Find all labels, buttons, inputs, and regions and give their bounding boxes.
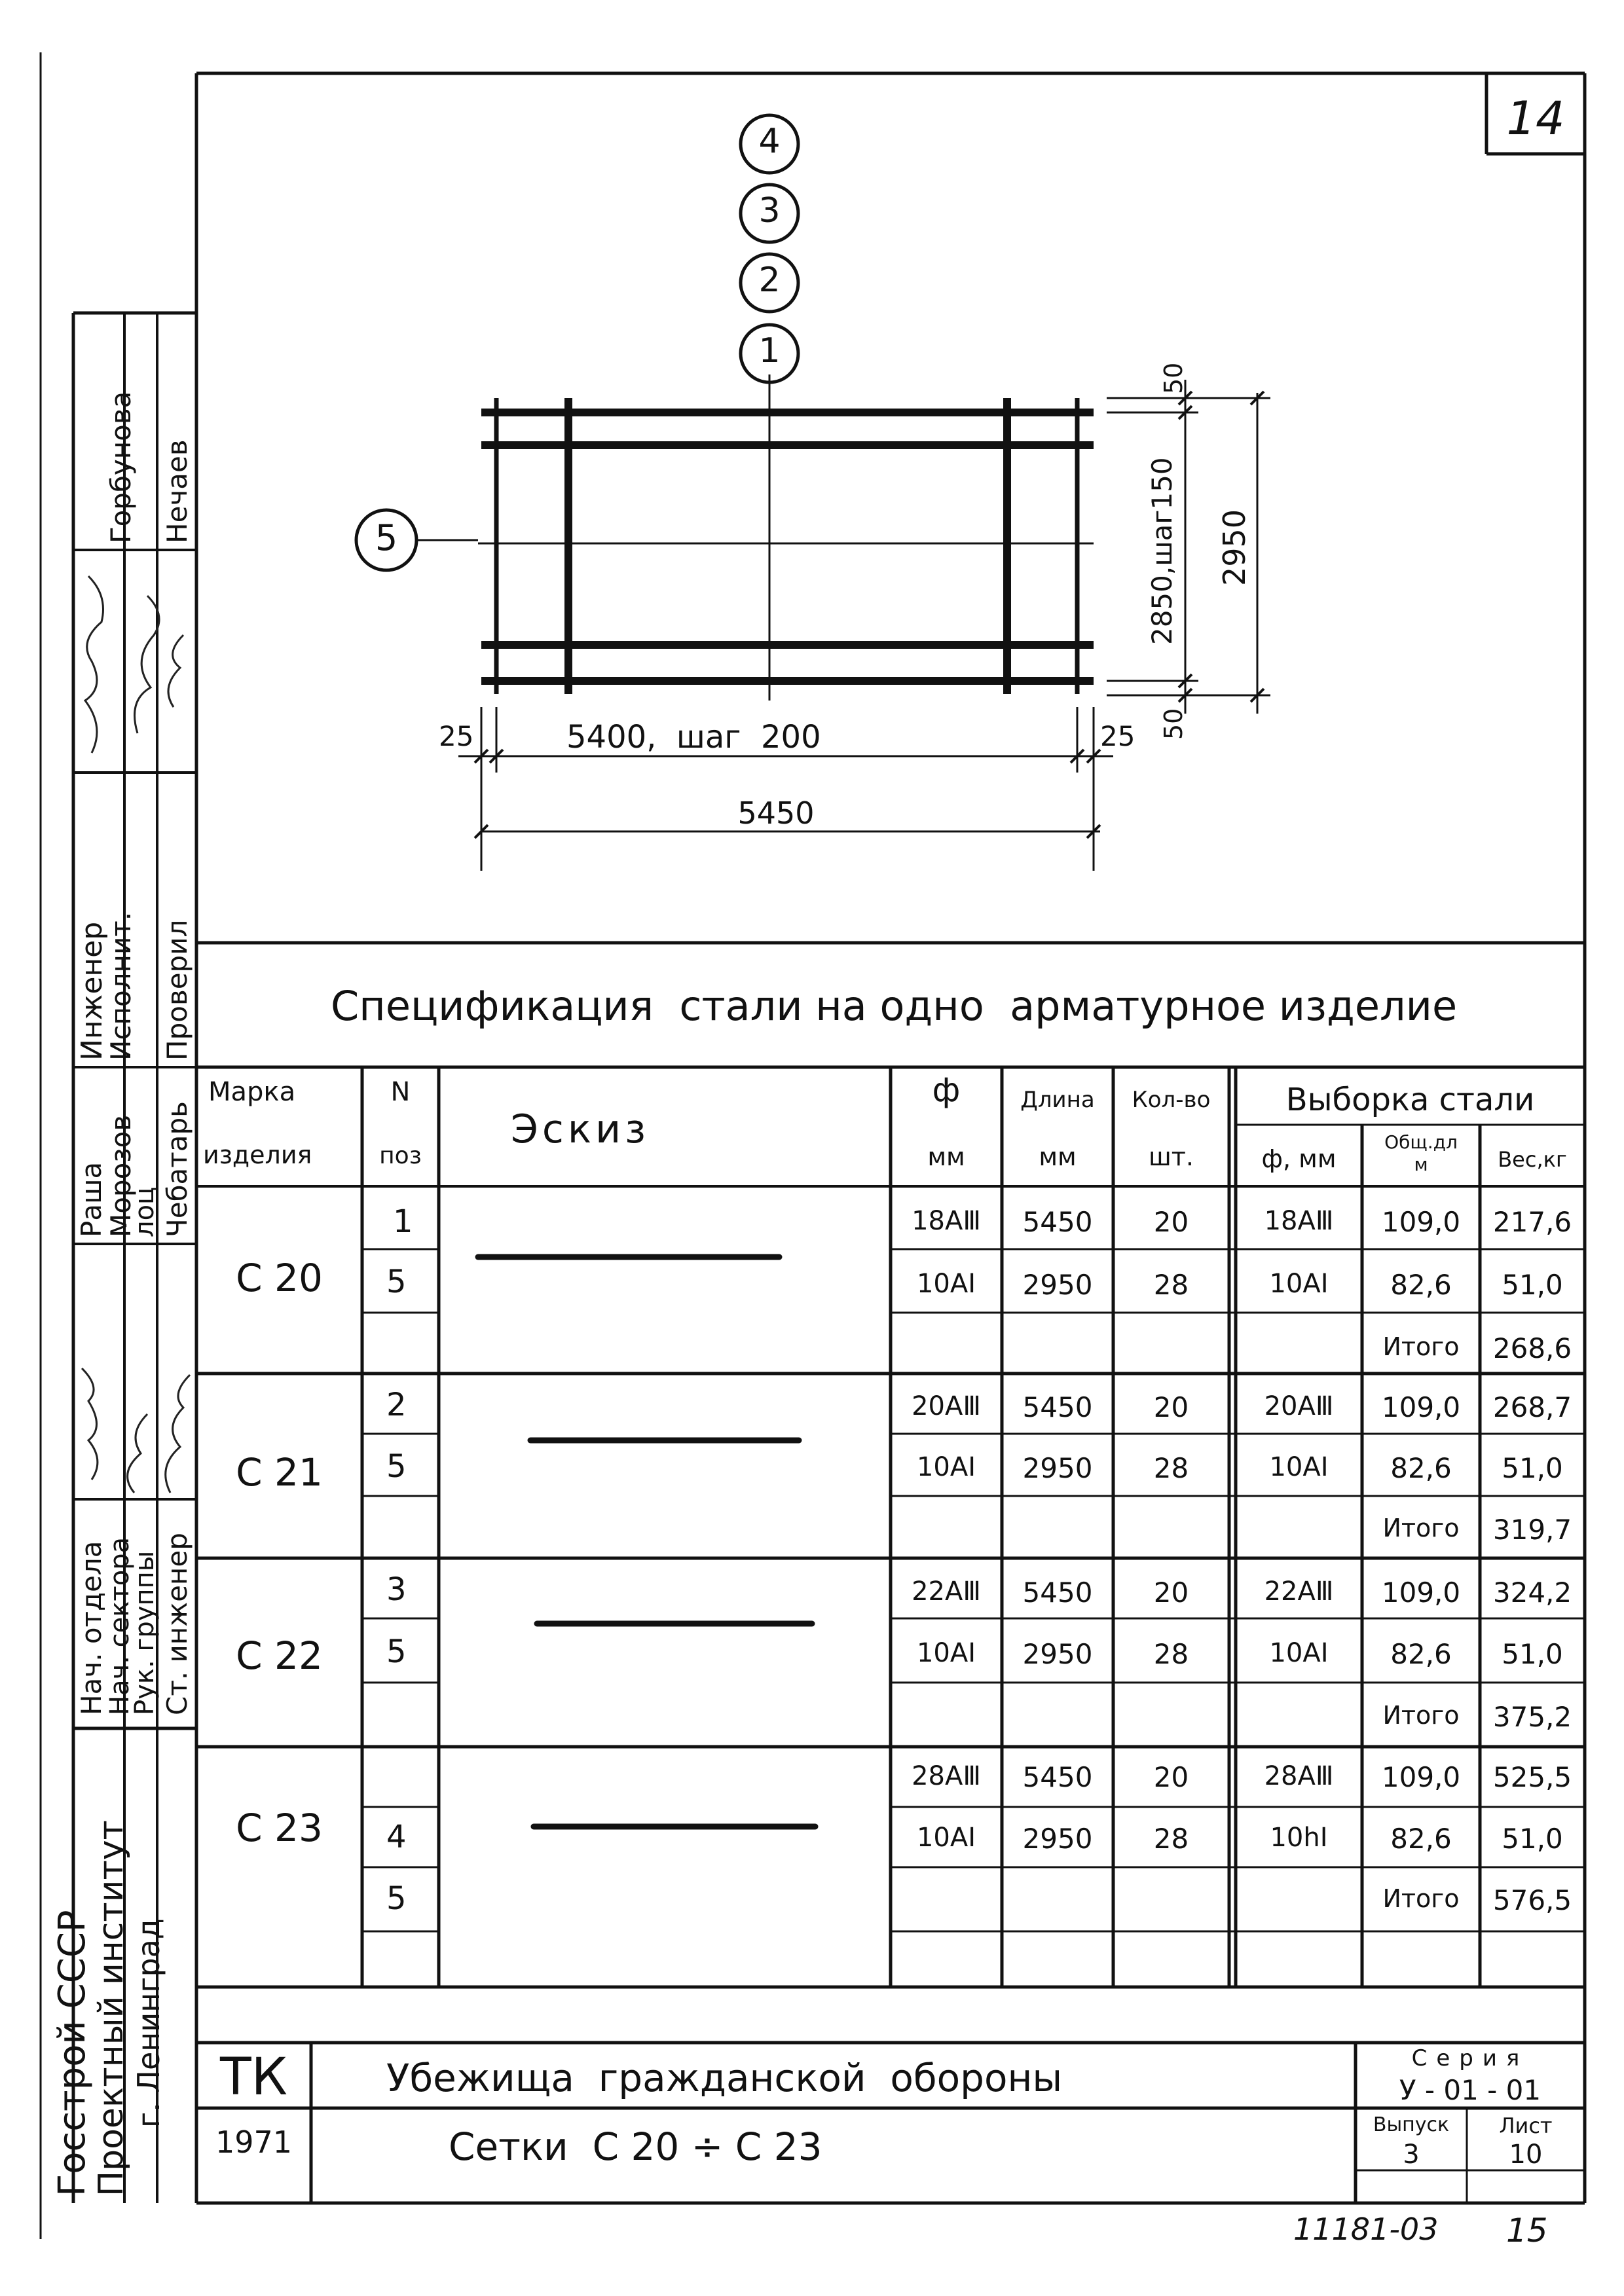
group-mark-c20: С 20 bbox=[236, 1256, 323, 1300]
cell-sel-diam: 28АⅢ bbox=[1264, 1761, 1334, 1791]
header-diam-1: ф bbox=[932, 1071, 961, 1109]
header-mark-1: Марка bbox=[208, 1077, 296, 1107]
header-qty-2: шт. bbox=[1149, 1142, 1194, 1171]
cell-pos: 5 bbox=[386, 1880, 407, 1917]
dim-right-mid: 2850,шаг150 bbox=[1146, 457, 1178, 645]
stamp-role-5: Инженер bbox=[75, 921, 109, 1061]
header-qty-1: Кол-во bbox=[1132, 1087, 1211, 1113]
header-pos-1: N bbox=[390, 1077, 411, 1107]
cell-sel-total: 109,0 bbox=[1381, 1206, 1461, 1238]
header-sel-weight: Вес,кг bbox=[1498, 1147, 1567, 1172]
cell-diam: 10АI bbox=[916, 1269, 976, 1299]
cell-sel-weight: 525,5 bbox=[1492, 1761, 1572, 1793]
page-number: 15 bbox=[1506, 2212, 1548, 2250]
cell-sel-total: 109,0 bbox=[1381, 1761, 1461, 1793]
cell-length: 2950 bbox=[1022, 1452, 1093, 1484]
sheet-label: Лист bbox=[1499, 2113, 1553, 2138]
cell-sel-weight: 51,0 bbox=[1502, 1269, 1563, 1301]
titleblock-subtitle: Сетки С 20 ÷ С 23 bbox=[449, 2124, 822, 2169]
cell-sel-total: 82,6 bbox=[1390, 1823, 1452, 1855]
dim-total-height: 2950 bbox=[1217, 509, 1252, 586]
dim-right-bot: 50 bbox=[1159, 708, 1188, 740]
position-mark-3: 3 bbox=[758, 191, 781, 230]
cell-length: 2950 bbox=[1022, 1823, 1093, 1855]
cell-total-label: Итого bbox=[1382, 1701, 1460, 1730]
stamp-name-2: Морозов bbox=[105, 1114, 137, 1237]
cell-total-label: Итого bbox=[1382, 1332, 1460, 1361]
group-mark-c21: С 21 bbox=[236, 1450, 323, 1495]
header-sketch: Эскиз bbox=[511, 1106, 650, 1152]
cell-qty: 20 bbox=[1153, 1206, 1189, 1238]
sheet-number: 14 bbox=[1506, 92, 1565, 145]
cell-total-weight: 576,5 bbox=[1492, 1884, 1572, 1916]
cell-qty: 20 bbox=[1153, 1391, 1189, 1423]
stamp-name-1: Раша bbox=[75, 1161, 107, 1237]
cell-pos: 5 bbox=[386, 1633, 407, 1670]
cell-diam: 20АⅢ bbox=[912, 1391, 981, 1421]
cell-sel-diam: 22АⅢ bbox=[1264, 1576, 1334, 1607]
header-mark-2: изделия bbox=[203, 1140, 312, 1169]
titleblock-title: Убежища гражданской обороны bbox=[386, 2056, 1063, 2100]
group-mark-c22: С 22 bbox=[236, 1633, 323, 1678]
cell-length: 5450 bbox=[1022, 1391, 1093, 1423]
stamp-role-6: Исполнит. bbox=[105, 911, 137, 1061]
header-length-2: мм bbox=[1039, 1142, 1077, 1171]
stamp-name-6: Нечаев bbox=[161, 439, 193, 543]
stamp-org-3: г. Ленинград bbox=[131, 1918, 166, 2128]
cell-length: 5450 bbox=[1022, 1206, 1093, 1238]
cell-sel-weight: 268,7 bbox=[1492, 1391, 1572, 1423]
cell-sel-weight: 217,6 bbox=[1492, 1206, 1572, 1238]
archive-number: 11181-03 bbox=[1293, 2212, 1439, 2247]
header-sel-total-1: Общ.дл bbox=[1384, 1131, 1458, 1153]
cell-sel-diam: 10АI bbox=[1269, 1638, 1329, 1668]
cell-sel-total: 82,6 bbox=[1390, 1452, 1452, 1484]
cell-sel-weight: 51,0 bbox=[1502, 1638, 1563, 1670]
cell-sel-weight: 51,0 bbox=[1502, 1823, 1563, 1855]
position-mark-4: 4 bbox=[758, 122, 781, 161]
dim-total-width: 5450 bbox=[737, 795, 815, 831]
cell-sel-total: 109,0 bbox=[1381, 1391, 1461, 1423]
cell-diam: 18АⅢ bbox=[912, 1206, 981, 1236]
series-label: Серия bbox=[1411, 2045, 1529, 2071]
cell-length: 2950 bbox=[1022, 1638, 1093, 1670]
cell-length: 2950 bbox=[1022, 1269, 1093, 1301]
cell-sel-weight: 324,2 bbox=[1492, 1576, 1572, 1609]
cell-total-weight: 319,7 bbox=[1492, 1514, 1572, 1546]
stamp-role-3: Рук. группы bbox=[130, 1550, 160, 1715]
stamp-name-4: Чебатарь bbox=[161, 1101, 193, 1237]
cell-sel-diam: 10АI bbox=[1269, 1269, 1329, 1299]
group-mark-c23: С 23 bbox=[236, 1806, 323, 1850]
cell-sel-diam: 10hI bbox=[1270, 1823, 1328, 1853]
cell-diam: 10АI bbox=[916, 1638, 976, 1668]
stamp-name-3: лоц bbox=[130, 1186, 160, 1237]
stamp-role-2: Нач. сектора bbox=[105, 1537, 135, 1715]
cell-sel-diam: 10АI bbox=[1269, 1452, 1329, 1482]
issue-label: Выпуск bbox=[1373, 2113, 1450, 2136]
cell-sel-weight: 51,0 bbox=[1502, 1452, 1563, 1484]
header-sel-total-2: м bbox=[1414, 1154, 1428, 1175]
cell-pos: 3 bbox=[386, 1571, 407, 1608]
cell-diam: 10АI bbox=[916, 1823, 976, 1853]
stamp-role-1: Нач. отдела bbox=[75, 1540, 107, 1715]
position-mark-2: 2 bbox=[758, 261, 781, 300]
cell-pos: 4 bbox=[386, 1819, 407, 1855]
position-mark-1: 1 bbox=[758, 331, 781, 371]
dim-bottom-right: 25 bbox=[1100, 720, 1135, 752]
cell-total-weight: 268,6 bbox=[1492, 1332, 1572, 1364]
cell-pos: 5 bbox=[386, 1264, 407, 1300]
cell-total-label: Итого bbox=[1382, 1884, 1460, 1913]
stamp-name-5: Горбунова bbox=[105, 391, 137, 543]
cell-pos: 5 bbox=[386, 1448, 407, 1485]
cell-qty: 28 bbox=[1153, 1269, 1189, 1301]
dim-bottom-left: 25 bbox=[439, 720, 474, 752]
stamp-org-1: Госстрой СССР bbox=[51, 1910, 94, 2196]
header-diam-2: мм bbox=[927, 1142, 965, 1171]
cell-qty: 20 bbox=[1153, 1761, 1189, 1793]
spec-table-title: Спецификация стали на одно арматурное изделие bbox=[331, 982, 1458, 1030]
header-selection: Выборка стали bbox=[1285, 1082, 1535, 1118]
sheet-value: 10 bbox=[1509, 2140, 1543, 2170]
cell-qty: 28 bbox=[1153, 1452, 1189, 1484]
cell-total-weight: 375,2 bbox=[1492, 1701, 1572, 1733]
series-value: У - 01 - 01 bbox=[1399, 2074, 1541, 2106]
cell-diam: 22АⅢ bbox=[912, 1576, 981, 1607]
cell-qty: 28 bbox=[1153, 1638, 1189, 1670]
dim-right-top: 50 bbox=[1159, 362, 1188, 394]
stamp-org-2: Проектный институт bbox=[92, 1820, 131, 2196]
cell-length: 5450 bbox=[1022, 1761, 1093, 1793]
cell-sel-total: 82,6 bbox=[1390, 1638, 1452, 1670]
position-mark-5: 5 bbox=[375, 517, 398, 558]
cell-sel-total: 109,0 bbox=[1381, 1576, 1461, 1609]
cell-qty: 28 bbox=[1153, 1823, 1189, 1855]
header-length-1: Длина bbox=[1020, 1087, 1095, 1113]
issue-value: 3 bbox=[1403, 2140, 1420, 2170]
titleblock-year: 1971 bbox=[215, 2124, 293, 2160]
cell-sel-diam: 20АⅢ bbox=[1264, 1391, 1334, 1421]
cell-total-label: Итого bbox=[1382, 1514, 1460, 1542]
cell-pos: 1 bbox=[393, 1203, 413, 1240]
stamp-role-7: Проверил bbox=[161, 919, 193, 1061]
cell-diam: 10АI bbox=[916, 1452, 976, 1482]
titleblock-code: ТК bbox=[219, 2048, 288, 2107]
cell-pos: 2 bbox=[386, 1387, 407, 1423]
header-sel-diam: ф, мм bbox=[1261, 1144, 1337, 1173]
stamp-role-4: Ст. инженер bbox=[161, 1533, 193, 1715]
cell-sel-diam: 18АⅢ bbox=[1264, 1206, 1334, 1236]
header-pos-2: поз bbox=[379, 1142, 422, 1169]
cell-qty: 20 bbox=[1153, 1576, 1189, 1609]
cell-diam: 28АⅢ bbox=[912, 1761, 981, 1791]
dim-span: 5400, шаг 200 bbox=[566, 719, 821, 756]
cell-sel-total: 82,6 bbox=[1390, 1269, 1452, 1301]
cell-length: 5450 bbox=[1022, 1576, 1093, 1609]
